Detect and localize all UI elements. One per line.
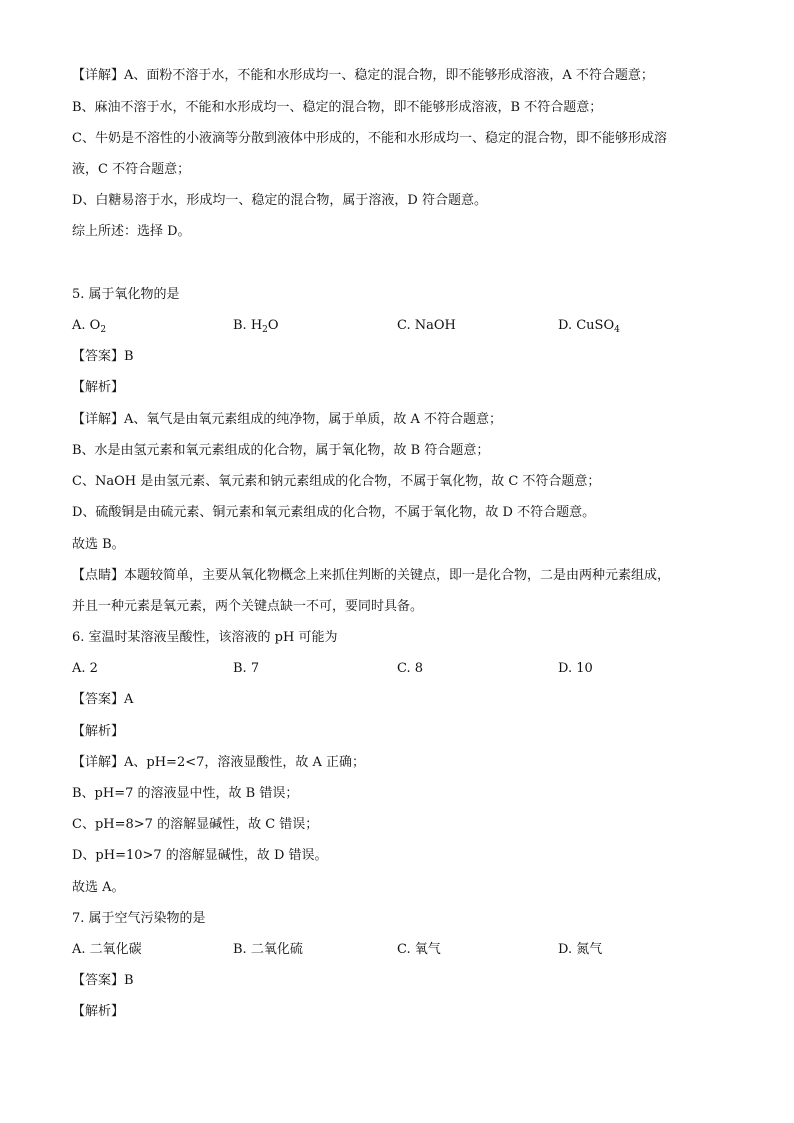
analysis-label: 【解析】: [72, 380, 125, 395]
analysis-label: 【解析】: [72, 724, 125, 739]
explanation-line: B、麻油不溶于水，不能和水形成均一、稳定的混合物，即不能够形成溶液，B 不符合题意；: [72, 100, 603, 115]
question-7-stem: 7. 属于空气污染物的是: [72, 911, 206, 926]
conclusion-line: 综上所述：选择 D。: [72, 224, 191, 239]
explanation-line: B、pH=7 的溶液显中性，故 B 错误；: [72, 786, 299, 801]
explanation-line: D、硫酸铜是由硫元素、铜元素和氧元素组成的化合物，不属于氧化物，故 D 不符合题意。: [72, 505, 596, 520]
explanation-line: 【详解】A、面粉不溶于水，不能和水形成均一、稳定的混合物，即不能够形成溶液，A 不符合题意；: [72, 68, 654, 83]
tip-line: 【点睛】本题较简单，主要从氧化物概念上来抓住判断的关键点，即一是化合物，二是由两种元素组成，: [72, 568, 671, 583]
option-c: C. 8: [397, 661, 424, 676]
option-a: A. 2: [72, 661, 98, 676]
explanation-line: 【详解】A、pH=2<7，溶液显酸性，故 A 正确；: [72, 755, 366, 770]
option-d: D. CuSO$_4$: [558, 318, 620, 335]
question-5-stem: 5. 属于氧化物的是: [72, 287, 180, 302]
explanation-line: D、白糖易溶于水，形成均一、稳定的混合物，属于溶液，D 符合题意。: [72, 193, 487, 208]
option-a: A. $O_2$: [72, 318, 107, 335]
explanation-line: C、牛奶是不溶性的小液滴等分散到液体中形成的，不能和水形成均一、稳定的混合物，即不能够形成溶: [72, 131, 667, 146]
explanation-line: C、NaOH 是由氢元素、氧元素和钠元素组成的化合物，不属于氧化物，故 C 不符合题意；: [72, 474, 601, 489]
option-d: D. 10: [558, 661, 593, 676]
option-a: A. 二氧化碳: [72, 942, 142, 957]
option-d: D. 氮气: [558, 942, 603, 957]
question-6-stem: 6. 室温时某溶液呈酸性，该溶液的 pH 可能为: [72, 630, 338, 645]
conclusion-line: 故选 A。: [72, 880, 125, 895]
explanation-line: C、pH=8>7 的溶解显碱性，故 C 错误；: [72, 817, 319, 832]
conclusion-line: 故选 B。: [72, 537, 125, 552]
explanation-line: 液，C 不符合题意；: [72, 162, 191, 177]
question-6-options: [72, 659, 732, 679]
answer-label: 【答案】B: [72, 349, 134, 364]
question-7-options: [72, 940, 732, 960]
question-5-options: [72, 316, 732, 336]
explanation-line: B、水是由氢元素和氧元素组成的化合物，属于氧化物，故 B 符合题意；: [72, 443, 490, 458]
explanation-line: D、pH=10>7 的溶解显碱性，故 D 错误。: [72, 848, 328, 863]
analysis-label: 【解析】: [72, 1004, 125, 1019]
option-c: C. 氧气: [397, 942, 441, 957]
explanation-line: 【详解】A、氧气是由氧元素组成的纯净物，属于单质，故 A 不符合题意；: [72, 412, 503, 427]
option-b: B. 二氧化硫: [233, 942, 303, 957]
option-b: B. 7: [233, 661, 260, 676]
answer-label: 【答案】A: [72, 692, 134, 707]
option-b: B. $H_2O$: [233, 318, 279, 335]
tip-line: 并且一种元素是氧元素，两个关键点缺一不可，要同时具备。: [72, 599, 424, 614]
answer-label: 【答案】B: [72, 973, 134, 988]
option-c: C. NaOH: [397, 318, 456, 333]
